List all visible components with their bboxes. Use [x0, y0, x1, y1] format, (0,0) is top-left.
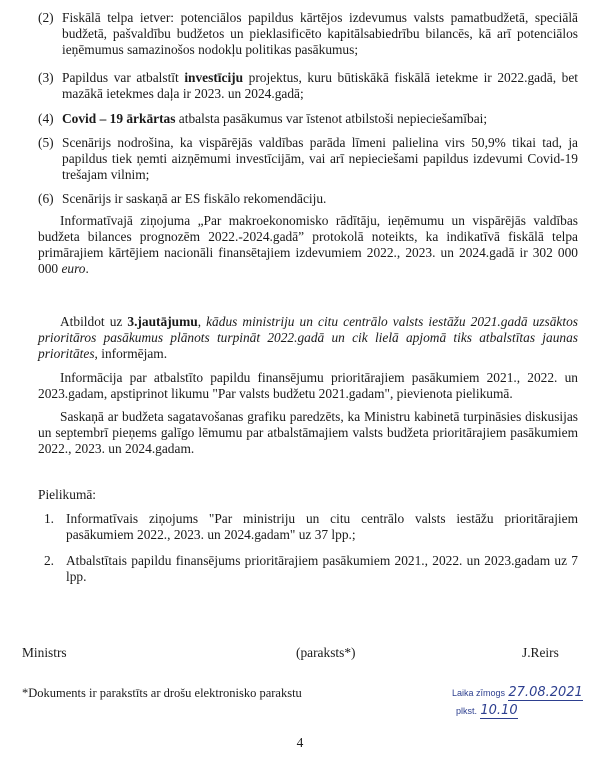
- list-item-number: (6): [38, 191, 54, 206]
- question-number-bold: 3.jautājumu: [127, 314, 198, 329]
- paragraph-text: , informējam.: [94, 346, 168, 361]
- list-item: [38, 70, 578, 102]
- list-item-text: Scenārijs nodrošina, ka vispārējās valdības parāda līmeni palielina virs 50,9% tikai tad, ja papildus tiek ņemti aizņēmumi investīcijām, vai arī nepieciešami papildus izdevumi Covid-19 trešajam vilnim;: [62, 135, 578, 182]
- list-item-number: (5): [38, 135, 54, 150]
- footnote: *Dokuments ir parakstīts ar drošu elektronisko parakstu: [22, 686, 302, 700]
- paragraph-fiscal-space: [38, 213, 578, 277]
- list-item-bold-term: Covid – 19 ārkārtas: [62, 111, 176, 126]
- attachment-number: 2.: [43, 553, 54, 568]
- attachment-item: [38, 553, 578, 585]
- list-item-text: Scenārijs ir saskaņā ar ES fiskālo rekomendāciju.: [62, 191, 327, 206]
- stamp-label: Laika zīmogs: [452, 688, 506, 698]
- list-item-text-part: Papildus var atbalstīt: [62, 70, 185, 85]
- list-item: [38, 111, 578, 127]
- stamp-time: 10.10: [480, 703, 518, 718]
- attachment-item: [38, 511, 578, 543]
- paragraph-attachment-info: Informācija par atbalstīto papildu finansējumu prioritārajiem pasākumiem 2021., 2022. un 2023.gadam, apstiprinot likumu "Par valsts budžetu 2021.gadam", pievienota pielikumā.: [38, 370, 578, 401]
- paragraph-question-3: [38, 314, 578, 362]
- paragraph-text: Atbildot uz: [60, 314, 128, 329]
- list-item-text-part: projektus, kuru būtiskākā fiskālā ietekme ir 2022.gadā, bet mazākā ietekmes daļa ir 2023. un 2024.gadā;: [62, 70, 578, 101]
- paragraph-text: ,: [197, 314, 207, 329]
- signatory-title: Ministrs: [22, 645, 67, 660]
- attachment-text: Atbalstītais papildu finansējums prioritārajiem pasākumiem 2021., 2022. un 2023.gadam uz 7 lpp.: [66, 553, 578, 584]
- list-item: [38, 135, 578, 183]
- paragraph-schedule: Saskaņā ar budžeta sagatavošanas grafiku paredzēts, ka Ministru kabinetā turpināsies diskusijas un septembrī pieņems galīgo lēmumu par atbalstāmajiem valsts budžeta prioritārajiem pasākumiem 2022., 2023. un 2024.gadam.: [38, 409, 578, 456]
- list-item-text: [62, 70, 578, 102]
- stamp-date: 27.08.2021: [508, 685, 583, 700]
- question-text-italic: kādus ministriju un citu centrālo valsts iestāžu 2021.gadā uzsāktos prioritāros pasākumus plānots turpināt 2022.gadā un cik lielā apjomā tiks atbalstītas jaunas prioritātes: [38, 314, 578, 361]
- list-item-text: [62, 111, 578, 127]
- signature-placeholder: (paraksts*): [296, 645, 356, 660]
- signatory-name: J.Reirs: [522, 645, 559, 660]
- list-item-text-part: atbalsta pasākumus var īstenot atbilstoši nepieciešamībai;: [175, 111, 488, 126]
- list-item-number: (2): [38, 10, 54, 25]
- page-number: 4: [296, 735, 304, 750]
- stamp-time-label: plkst.: [456, 706, 478, 716]
- list-item-number: (3): [38, 70, 54, 85]
- list-item: [38, 10, 578, 58]
- attachment-text: Informatīvais ziņojums "Par ministriju un citu centrālo valsts iestāžu prioritārajiem pasākumiem 2022., 2023. un 2024.gadam" uz 37 lpp.;: [66, 511, 578, 542]
- timestamp-stamp: [452, 684, 592, 701]
- list-item-number: (4): [38, 111, 54, 126]
- list-item-bold-term: investīciju: [184, 70, 244, 85]
- paragraph-text: Informatīvajā ziņojuma „Par makroekonomisko rādītāju, ieņēmumu un vispārējās valdības budžeta bilances prognozēm 2022.-2024.gadā” protokolā noteikts, ka indikatīvā fiskālā telpa primārajiem kārtējiem nacionāli finansētajiem izdevumiem 2022., 2023. un 2024.gadā ir 302 000 000: [38, 213, 578, 276]
- currency-italic: euro: [61, 261, 86, 276]
- timestamp-time: [456, 702, 576, 719]
- attachments-heading: Pielikumā:: [38, 487, 97, 502]
- list-item: [38, 191, 578, 207]
- attachment-number: 1.: [43, 511, 54, 526]
- paragraph-text-end: .: [85, 261, 89, 276]
- list-item-text: Fiskālā telpa ietver: potenciālos papildus kārtējos izdevumus valsts pamatbudžetā, speciālā budžetā, pašvaldību budžetos un pieklasificēto kapitālsabiedrību bilancēs, kā arī potenciālos ieņēmumus samazinošos nodokļu politikas pasākumus;: [62, 10, 578, 57]
